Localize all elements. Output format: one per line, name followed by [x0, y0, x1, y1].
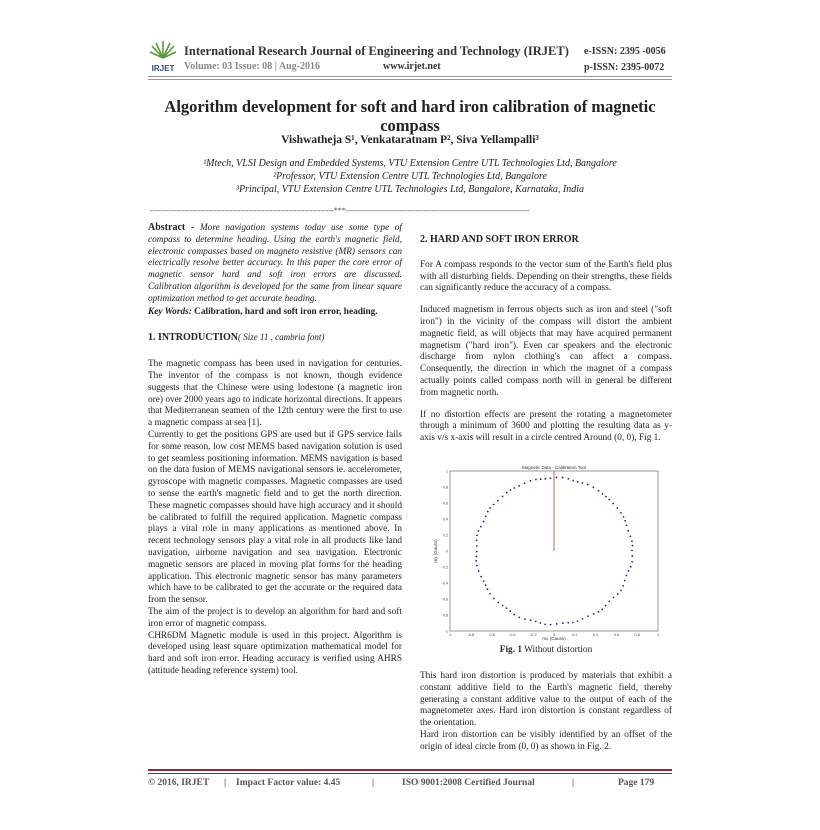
data-point — [632, 545, 634, 547]
data-point — [626, 524, 628, 526]
x-tick-label: 0.8 — [634, 633, 640, 637]
data-point — [477, 530, 479, 532]
data-point — [562, 477, 564, 479]
data-point — [544, 478, 546, 480]
data-point — [476, 556, 478, 558]
data-point — [627, 530, 629, 532]
x-tick-label: 0.2 — [572, 633, 578, 637]
volume-issue: Volume: 03 Issue: 08 | Aug-2016 — [184, 61, 321, 72]
x-tick-label: -1 — [448, 633, 452, 637]
data-point — [587, 615, 589, 617]
y-tick-label: -0.4 — [441, 581, 448, 586]
data-point — [476, 565, 478, 567]
x-tick-label: -0.8 — [467, 633, 475, 637]
data-point — [476, 545, 478, 547]
data-point — [550, 477, 552, 479]
data-point — [598, 490, 600, 492]
section-separator: ---------------------------------------------------------------------***--------------------------------------------------------------------- — [150, 206, 530, 215]
y-tick-label: 0.8 — [442, 485, 448, 490]
data-point — [513, 614, 515, 616]
data-point — [598, 611, 600, 613]
section2-heading: 2. HARD AND SOFT IRON ERROR — [420, 234, 579, 245]
x-tick-label: -0.6 — [488, 633, 495, 637]
section1-title — [148, 332, 402, 345]
y-tick-label: 1 — [445, 469, 448, 474]
paper-title: Algorithm development for soft and hard iron calibration of magnetic compass — [164, 97, 656, 135]
data-point — [613, 597, 615, 599]
section2-paragraph-2: Induced magnetism in ferrous objects such as iron and steel ("soft iron") in the vicinity of the compass will distort the ambient magnetic field, as will objects that may have acquired permanent magnetism ("hard iron"). Even car speakers and the electronic discharge from nylon clothing's can affect a compass. Consequently, the direction in which the magnet of a compass actually points called compass north will in general be different from magnetic north. — [420, 305, 672, 398]
section1-heading: 1. INTRODUCTION — [148, 332, 239, 344]
data-point — [562, 622, 564, 624]
data-point — [622, 585, 624, 587]
data-point — [509, 610, 511, 612]
data-point — [592, 486, 594, 488]
data-point — [544, 623, 546, 625]
header-rule — [148, 76, 672, 77]
data-point — [631, 555, 633, 557]
section2-paragraph-1: For A compass responds to the vector sum of the Earth's field plus with all disturbing fields. Depending on their strengths, these fields can significantly reduce the accuracy of a compass. — [420, 259, 672, 294]
y-tick-label: 0 — [445, 549, 448, 554]
data-point — [478, 570, 480, 572]
pissn: p-ISSN: 2395-0072 — [584, 62, 665, 73]
data-point — [605, 496, 607, 498]
affiliation-2: ²Professor, VTU Extension Centre UTL Technologies Ltd, Bangalore — [273, 171, 547, 182]
data-point — [620, 589, 622, 591]
y-tick-label: 0.2 — [442, 533, 448, 538]
data-point — [483, 580, 485, 582]
intro-paragraph-3: The aim of the project is to develop an algorithm for hard and soft iron error of magnetic compass. — [148, 606, 402, 629]
data-point — [483, 521, 485, 523]
keywords-text: Calibration, hard and soft iron error, heading. — [194, 306, 378, 317]
y-tick-label: 0.6 — [442, 501, 448, 506]
data-point — [485, 584, 487, 586]
footer-rule-2 — [148, 773, 672, 774]
y-tick-label: -0.8 — [441, 613, 448, 618]
data-point — [518, 485, 520, 487]
header-rule-2 — [148, 79, 672, 80]
abstract — [148, 222, 402, 306]
data-point — [629, 535, 631, 537]
data-point — [556, 623, 558, 625]
data-point — [616, 507, 618, 509]
data-point — [630, 566, 632, 568]
data-point — [489, 593, 491, 595]
figure-1-chart — [432, 463, 664, 641]
y-tick-label: 0.4 — [442, 517, 448, 522]
data-point — [593, 613, 595, 615]
data-point — [567, 622, 569, 624]
data-point — [624, 520, 626, 522]
eissn: e-ISSN: 2395 -0056 — [584, 46, 666, 57]
abstract-label: Abstract - — [148, 222, 195, 233]
x-tick-label: 0.4 — [592, 633, 599, 637]
data-point — [518, 617, 520, 619]
paper-authors: Vishwatheja S¹, Venkataratnam P², Siva Yellampalli³ — [281, 134, 539, 146]
data-point — [489, 507, 491, 509]
data-point — [556, 477, 558, 479]
data-point — [493, 504, 495, 506]
data-point — [620, 512, 622, 514]
data-point — [572, 480, 574, 482]
x-tick-label: 1 — [656, 633, 660, 637]
data-point — [535, 479, 537, 481]
data-point — [476, 534, 478, 536]
footer-copyright: © 2016, IRJET — [148, 778, 210, 788]
data-point — [602, 493, 604, 495]
data-point — [605, 605, 607, 607]
data-point — [497, 500, 499, 502]
data-point — [480, 576, 482, 578]
data-point — [480, 526, 482, 528]
data-point — [623, 516, 625, 518]
x-tick-label: 0 — [552, 633, 556, 637]
affiliation-3: ³Principal, VTU Extension Centre UTL Technologies Ltd, Bangalore, Karnataka, India — [235, 184, 585, 195]
data-point — [502, 496, 504, 498]
data-point — [577, 620, 579, 622]
footer-rule — [148, 769, 672, 771]
data-point — [581, 482, 583, 484]
section1-note: ( Size 11 , cambria font) — [238, 332, 325, 343]
data-point — [572, 622, 574, 624]
logo-text: IRJET — [151, 64, 175, 73]
data-point — [524, 618, 526, 620]
data-point — [530, 480, 532, 482]
x-tick-label: -0.4 — [509, 633, 516, 637]
x-axis-label: mx (Gauss) — [542, 636, 566, 641]
data-point — [631, 561, 633, 563]
y-axis-label: my (Gauss) — [433, 539, 438, 563]
data-point — [631, 540, 633, 542]
figure-1-caption — [420, 645, 672, 655]
data-point — [524, 482, 526, 484]
section2-paragraph-3: If no distortion effects are present the rotating a magnetometer through a minimum of 3600 and plotting the resulting data as y-axis v/s x-axis will result in a circle centred Around (0, 0), Fig 1. — [420, 409, 672, 444]
data-point — [535, 621, 537, 623]
keywords — [148, 307, 402, 319]
data-point — [608, 600, 610, 602]
y-tick-label: -0.6 — [441, 597, 448, 602]
section2-paragraph-4: This hard iron distortion is produced by materials that exhibit a constant additive field to the Earth's magnetic field, thereby generating a constant additive value to the output of each of the magnetometer axes. Hard iron distortion is constant regardless of the orientation. — [420, 671, 672, 729]
data-point — [487, 588, 489, 590]
y-tick-label: -1 — [444, 629, 448, 634]
data-point — [626, 574, 628, 576]
data-point — [577, 481, 579, 483]
journal-name: International Research Journal of Engineering and Technology (IRJET) — [184, 44, 569, 58]
section2-paragraph-5: Hard iron distortion can be visibly identified by an offset of the origin of ideal circle from (0, 0) as shown in Fig. 2. — [420, 729, 672, 752]
figure-text: Without distortion — [524, 645, 593, 655]
data-point — [601, 608, 603, 610]
footer-iso: ISO 9001:2008 Certified Journal — [402, 778, 535, 788]
y-tick-label: -0.2 — [441, 565, 448, 570]
data-point — [493, 598, 495, 600]
data-point — [506, 607, 508, 609]
data-point — [476, 539, 478, 541]
keywords-label: Key Words: — [148, 306, 192, 317]
data-point — [631, 549, 633, 551]
data-point — [612, 503, 614, 505]
data-point — [540, 478, 542, 480]
data-point — [475, 560, 477, 562]
data-point — [510, 489, 512, 491]
irjet-logo — [147, 40, 179, 74]
journal-website[interactable]: www.irjet.net — [383, 61, 441, 72]
intro-paragraph-2: Currently to get the positions GPS are used but if GPS service fails for some reason, low cost MEMS based navigation solution is used to get seamless positioning information. MEMS navigation is based on the data fusion of MEMS navigational sensors ie. accelerometer, gyroscope with magnetic compasses. Magnetic compasses are used to sense the earth's magnetic field and to get the north direction. These magnetic compasses should have high accuracy and it should be calibrated to fulfill the required application. Magnetic compass plays a vital role in many applications as mentioned above. In recent technology sensors play a vital role in all products like land navigation, airborne navigation and sea navigation. Electronic magnetic sensors are placed in moving plat forms for the heading application. This electronic magnetic sensor has many parameters which have to be calibrated to get the accurate or the required data from the sensor. — [148, 429, 402, 606]
data-point — [587, 484, 589, 486]
data-point — [485, 515, 487, 517]
data-point — [550, 624, 552, 626]
data-point — [476, 551, 478, 553]
x-tick-label: -0.2 — [529, 633, 537, 637]
data-point — [530, 619, 532, 621]
data-point — [513, 487, 515, 489]
data-point — [506, 492, 508, 494]
data-point — [624, 580, 626, 582]
data-point — [497, 602, 499, 604]
data-point — [502, 605, 504, 607]
figure-label: Fig. 1 — [499, 645, 522, 655]
abstract-text: More navigation systems today use some type of compass to determine heading. Using the earth's magnetic field, electronic compasses based on magneto resistive (MR) sensors can electrically resolve better accuracy. In this paper the core error of magnetic sensor hard and soft iron errors are discussed. Calibration algorithm is developed for the same from linear square optimization method to get accurate heading. — [148, 223, 402, 304]
footer-impact: Impact Factor value: 4.45 — [236, 778, 341, 788]
left-column — [148, 222, 402, 678]
data-point — [567, 478, 569, 480]
affiliation-1: ¹Mtech, VLSI Design and Embedded Systems, VTU Extension Centre UTL Technologies Ltd, Bangalore — [203, 158, 617, 169]
intro-paragraph-4: CHR6DM Magnetic module is used in this project. Algorithm is developed using least square optimization mathematical model for hard and soft iron error. Heading accuracy is verified using AHRS (attitude heading reference system) tool. — [148, 630, 402, 676]
data-point — [628, 570, 630, 572]
data-point — [539, 622, 541, 624]
x-tick-label: 0.6 — [613, 633, 620, 637]
intro-paragraph-1: The magnetic compass has been used in navigation for centuries. The inventor of the compass is not known, though evidence suggests that the Chinese were using lodestone (a magnetic iron ore) over 2000 years ago to indicate horizontal directions. It appears that Mediterranean seamen of the 12th century were the first to use a magnetic compass at sea [1]. — [148, 359, 402, 429]
data-point — [608, 499, 610, 501]
data-point — [617, 593, 619, 595]
data-point — [487, 511, 489, 513]
data-point — [582, 618, 584, 620]
right-column-top — [420, 234, 672, 445]
right-column-bottom — [420, 671, 672, 754]
chart-title: Magnetic Data - Calibration Tool — [522, 465, 586, 470]
footer-page: Page 179 — [618, 778, 655, 788]
